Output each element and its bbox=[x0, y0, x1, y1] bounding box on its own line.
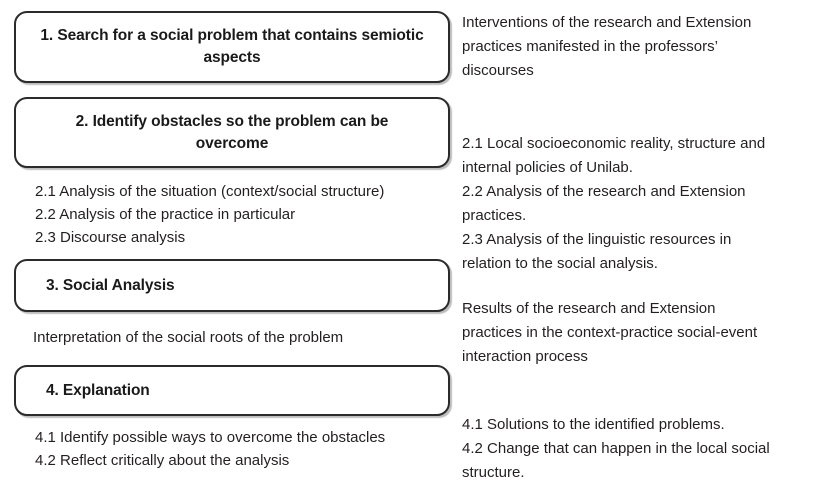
stage-3-outcome-line-1: Results of the research and Extension bbox=[462, 300, 716, 317]
stage-1-outcome bbox=[462, 11, 828, 83]
stage-2-sub-items bbox=[35, 180, 450, 249]
stage-2-outcome bbox=[462, 132, 828, 276]
stage-3-sub-items bbox=[33, 326, 448, 349]
stage-3-outcome bbox=[462, 297, 828, 369]
stage-4-outcome-line-2: 4.2 Change that can happen in the local social bbox=[462, 440, 770, 457]
stage-box-3-title: 3. Social Analysis bbox=[46, 276, 175, 294]
stage-box-2 bbox=[14, 97, 450, 168]
stage-box-4-title: 4. Explanation bbox=[46, 381, 150, 399]
stage-box-1-title: 1. Search for a social problem that contains semiotic aspects bbox=[40, 27, 424, 66]
stage-4-sub-item-2: 4.2 Reflect critically about the analysis bbox=[35, 452, 290, 469]
stage-2-sub-item-3: 2.3 Discourse analysis bbox=[35, 229, 186, 246]
stage-4-outcome-line-1: 4.1 Solutions to the identified problems. bbox=[462, 416, 725, 433]
stage-box-4 bbox=[14, 365, 450, 416]
stage-box-2-title: 2. Identify obstacles so the problem can be overcome bbox=[75, 112, 389, 152]
stage-2-outcome-line-5: 2.3 Analysis of the linguistic resources in bbox=[462, 231, 732, 248]
stage-2-outcome-line-1: 2.1 Local socioeconomic reality, structure and bbox=[462, 135, 766, 152]
stage-4-sub-items bbox=[35, 426, 450, 472]
stage-4-outcome-line-3: structure. bbox=[462, 464, 525, 481]
stage-2-sub-item-1: 2.1 Analysis of the situation (context/social structure) bbox=[35, 183, 385, 200]
stage-4-sub-item-1: 4.1 Identify possible ways to overcome the obstacles bbox=[35, 429, 386, 446]
stage-2-sub-item-2: 2.2 Analysis of the practice in particular bbox=[35, 206, 296, 223]
stage-2-outcome-line-2: internal policies of Unilab. bbox=[462, 159, 633, 176]
stage-2-outcome-line-6: relation to the social analysis. bbox=[462, 255, 658, 272]
stage-3-outcome-line-3: interaction process bbox=[462, 348, 588, 365]
stage-2-outcome-line-3: 2.2 Analysis of the research and Extension bbox=[462, 183, 746, 200]
stage-3-outcome-line-2: practices in the context-practice social-event bbox=[462, 324, 758, 341]
stage-box-1 bbox=[14, 11, 450, 83]
stage-3-sub-item-1: Interpretation of the social roots of the problem bbox=[33, 329, 344, 346]
stage-4-outcome bbox=[462, 413, 828, 485]
stage-1-outcome-line-2: practices manifested in the professors’ bbox=[462, 38, 718, 55]
stage-1-outcome-line-3: discourses bbox=[462, 62, 534, 79]
stage-box-3 bbox=[14, 259, 450, 312]
outcomes-column bbox=[462, 0, 832, 489]
stage-1-outcome-line-1: Interventions of the research and Extension bbox=[462, 14, 752, 31]
stage-2-outcome-line-4: practices. bbox=[462, 207, 527, 224]
